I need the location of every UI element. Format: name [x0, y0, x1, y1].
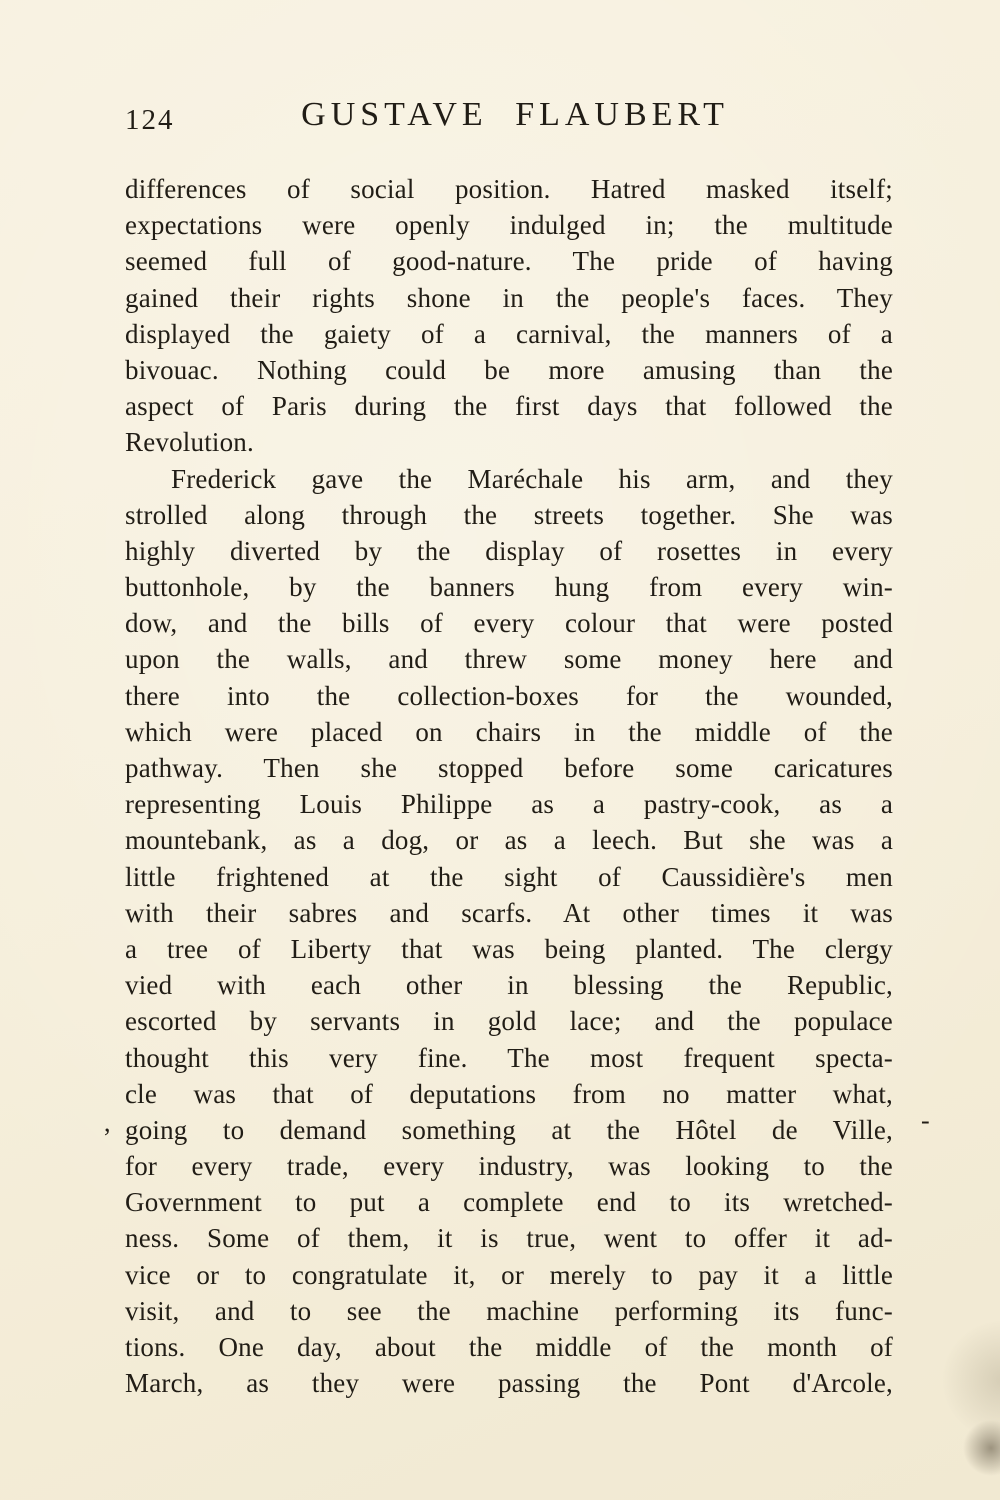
text-line: mountebank, as a dog, or as a leech. But she was a: [125, 825, 893, 856]
paragraph: [125, 171, 893, 461]
text-line: escorted by servants in gold lace; and the populace: [125, 1006, 893, 1037]
text-line: thought this very fine. The most frequent specta-: [125, 1042, 893, 1073]
text-line: displayed the gaiety of a carnival, the manners of a: [125, 318, 893, 349]
page-body: [125, 171, 893, 1401]
text-line: March, as they were passing the Pont d'Arcole,: [125, 1368, 893, 1399]
text-line: representing Louis Philippe as a pastry-cook, as a: [125, 789, 893, 820]
text-line: going to demand something at the Hôtel de Ville,: [125, 1114, 893, 1145]
text-line: gained their rights shone in the people's faces. They: [125, 282, 893, 313]
text-line: differences of social position. Hatred masked itself;: [125, 174, 893, 204]
text-line: vied with each other in blessing the Republic,: [125, 970, 893, 1001]
page-header: [125, 96, 895, 144]
text-line: for every trade, every industry, was looking to the: [125, 1151, 893, 1182]
text-line: vice or to congratulate it, or merely to pay it a little: [125, 1259, 893, 1290]
text-line: which were placed on chairs in the middle of the: [125, 716, 893, 747]
text-line: there into the collection-boxes for the wounded,: [125, 680, 893, 711]
paragraph: [125, 461, 893, 1402]
running-title: GUSTAVE FLAUBERT: [301, 96, 729, 133]
scan-artifact-comma: ,: [104, 1108, 111, 1137]
text-line: upon the walls, and threw some money here and: [125, 644, 893, 675]
text-line: strolled along through the streets together. She was: [125, 499, 893, 530]
text-line: bivouac. Nothing could be more amusing than the: [125, 354, 893, 385]
text-line: dow, and the bills of every colour that were posted: [125, 608, 893, 639]
text-line: tions. One day, about the middle of the month of: [125, 1332, 893, 1362]
text-line: expectations were openly indulged in; the multitude: [125, 210, 893, 241]
text-line: highly diverted by the display of rosettes in every: [125, 535, 893, 566]
scan-artifact-dash: -: [921, 1106, 930, 1135]
text-line: cle was that of deputations from no matter what,: [125, 1078, 893, 1109]
text-line: little frightened at the sight of Caussidière's men: [125, 861, 893, 892]
text-line: Revolution.: [125, 427, 254, 458]
page-number: 124: [125, 104, 175, 136]
text-line: visit, and to see the machine performing its func-: [125, 1295, 893, 1326]
text-line: with their sabres and scarfs. At other times it was: [125, 897, 893, 928]
text-line: aspect of Paris during the first days that followed the: [125, 391, 893, 422]
text-line: a tree of Liberty that was being planted. The clergy: [125, 933, 893, 964]
text-line: seemed full of good-nature. The pride of having: [125, 246, 893, 277]
text-line: ness. Some of them, it is true, went to offer it ad-: [125, 1223, 893, 1254]
text-line: buttonhole, by the banners hung from every win-: [125, 572, 893, 603]
text-line: Government to put a complete end to its wretched-: [125, 1187, 893, 1218]
text-line: Frederick gave the Maréchale his arm, and they: [171, 463, 893, 494]
text-line: pathway. Then she stopped before some caricatures: [125, 753, 893, 783]
